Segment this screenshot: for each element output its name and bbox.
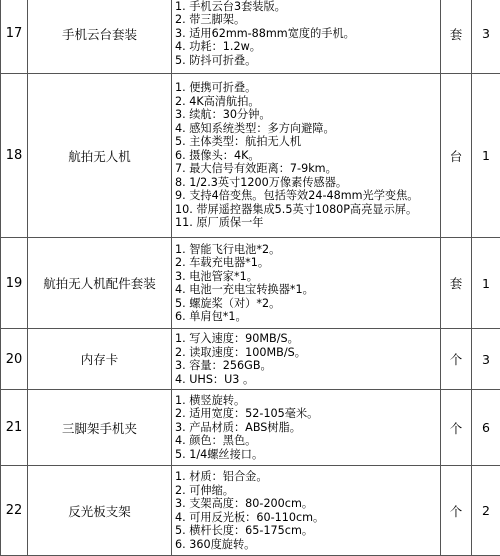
- table-row: [1, 74, 500, 238]
- spec-line: 5. 螺旋桨（对）*2。: [175, 297, 440, 311]
- spec-line: 1. 智能飞行电池*2。: [175, 243, 440, 257]
- quantity-cell: 3: [472, 0, 500, 74]
- row-number: 22: [1, 466, 28, 556]
- spec-line: 4. 功耗：1.2w。: [175, 40, 440, 54]
- quantity-cell: 3: [472, 329, 500, 390]
- quantity-cell: 1: [472, 238, 500, 329]
- spec-line: 11. 原厂质保一年: [175, 216, 440, 230]
- row-number: 18: [1, 74, 28, 238]
- spec-line: 1. 横竖旋转。: [175, 394, 440, 408]
- item-name: 内存卡: [28, 329, 172, 390]
- table-body: [1, 0, 500, 556]
- row-number: 17: [1, 0, 28, 74]
- unit-cell: 套: [441, 0, 472, 74]
- spec-line: 2. 带三脚架。: [175, 13, 440, 27]
- spec-line: 3. 容量：256GB。: [175, 359, 440, 373]
- item-name: 反光板支架: [28, 466, 172, 556]
- spec-line: 6. 摄像头：4K。: [175, 149, 440, 163]
- spec-line: 7. 最大信号有效距离：7-9km。: [175, 162, 440, 176]
- spec-list: [172, 238, 441, 329]
- spec-line: 2. 4K高清航拍。: [175, 95, 440, 109]
- spec-line: 2. 车载充电器*1。: [175, 256, 440, 270]
- spec-list: [172, 466, 441, 556]
- spec-line: 1. 写入速度：90MB/S。: [175, 332, 440, 346]
- spec-line: 9. 支持4倍变焦。包括等效24-48mm光学变焦。: [175, 189, 440, 203]
- spec-line: 2. 读取速度：100MB/S。: [175, 346, 440, 360]
- spec-line: 5. 主体类型：航拍无人机: [175, 135, 440, 149]
- spec-line: 5. 1/4螺丝接口。: [175, 448, 440, 462]
- spec-line: 6. 单肩包*1。: [175, 310, 440, 324]
- spec-line: 3. 电池管家*1。: [175, 270, 440, 284]
- unit-cell: 套: [441, 238, 472, 329]
- spec-line: 1. 便携可折叠。: [175, 81, 440, 95]
- unit-cell: 个: [441, 390, 472, 466]
- table-row: [1, 466, 500, 556]
- table-row: [1, 0, 500, 74]
- row-number: 20: [1, 329, 28, 390]
- spec-line: 2. 适用宽度：52-105毫米。: [175, 407, 440, 421]
- item-name: 手机云台套装: [28, 0, 172, 74]
- table-row: [1, 329, 500, 390]
- row-number: 19: [1, 238, 28, 329]
- spec-list: [172, 390, 441, 466]
- table-row: [1, 390, 500, 466]
- spec-list: [172, 0, 441, 74]
- unit-cell: 个: [441, 329, 472, 390]
- spec-list: [172, 329, 441, 390]
- spec-line: 3. 支架高度：80-200cm。: [175, 497, 440, 511]
- spec-line: 3. 产品材质：ABS树脂。: [175, 421, 440, 435]
- row-number: 21: [1, 390, 28, 466]
- unit-cell: 个: [441, 466, 472, 556]
- spec-line: 4. UHS：U3 。: [175, 373, 440, 387]
- spec-line: 10. 带屏遥控器集成5.5英寸1080P高亮显示屏。: [175, 203, 440, 217]
- spec-line: 1. 手机云台3套装版。: [175, 0, 440, 13]
- item-name: 三脚架手机夹: [28, 390, 172, 466]
- spec-line: 3. 适用62mm-88mm宽度的手机。: [175, 27, 440, 41]
- quantity-cell: 6: [472, 390, 500, 466]
- quantity-cell: 1: [472, 74, 500, 238]
- spec-line: 4. 颜色：黑色。: [175, 434, 440, 448]
- spec-line: 1. 材质：铝合金。: [175, 470, 440, 484]
- spec-line: 4. 可用反光板：60-110cm。: [175, 511, 440, 525]
- item-name: 航拍无人机: [28, 74, 172, 238]
- spec-list: [172, 74, 441, 238]
- spec-line: 2. 可伸缩。: [175, 484, 440, 498]
- spec-line: 6. 360度旋转。: [175, 538, 440, 552]
- table-row: [1, 238, 500, 329]
- item-name: 航拍无人机配件套装: [28, 238, 172, 329]
- spec-line: 4. 感知系统类型：多方向避障。: [175, 122, 440, 136]
- unit-cell: 台: [441, 74, 472, 238]
- quantity-cell: 2: [472, 466, 500, 556]
- spec-line: 5. 横杆长度：65-175cm。: [175, 524, 440, 538]
- spec-line: 3. 续航：30分钟。: [175, 108, 440, 122]
- spec-line: 5. 防抖可折叠。: [175, 54, 440, 68]
- spec-line: 4. 电池一充电宝转换器*1。: [175, 283, 440, 297]
- spec-line: 8. 1/2.3英寸1200万像素传感器。: [175, 176, 440, 190]
